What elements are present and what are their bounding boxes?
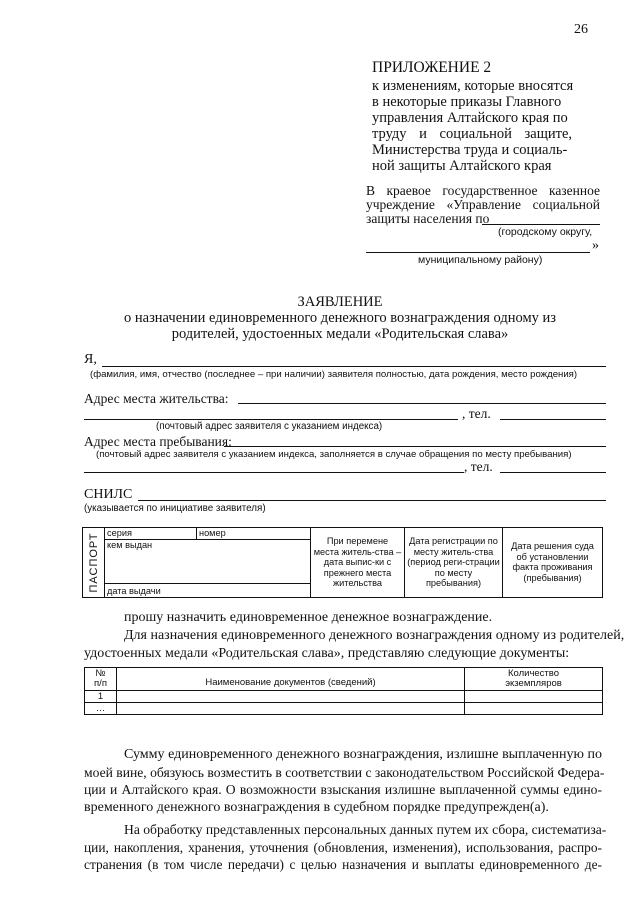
stay-phone-label: , тел. [464,459,493,474]
passport-side-label: ПАСПОРТ [83,528,105,598]
annex-line: труду и социальной защите, [372,126,573,142]
docs-header-qty [465,668,603,691]
addressee-hint-1: (городскому округу, [498,226,593,238]
annex-line: к изменениям, которые вносятся [372,78,574,94]
obligation-line: моей вине, обязуюсь возместить в соответствии с законодательством Российской Федера- [84,764,605,780]
deregistration-date-header: При перемене места житель-ства – дата выпис-ки с прежнего места жительства [311,528,405,598]
request-line: прошу назначить единовременное денежное вознаграждение. [124,610,493,625]
residence-phone-label: , тел. [462,406,491,421]
snils-field[interactable] [138,500,606,501]
document-subtitle-line: о назначении единовременного денежного вознаграждения одному из [124,310,556,326]
stay-address-field[interactable] [224,446,606,447]
stay-label: Адрес места пребывания: [84,434,232,449]
passport-issued-by-cell[interactable]: кем выдан [105,539,311,583]
table-row-name-cell[interactable] [117,691,465,703]
consent-line: ции, накопления, хранения, уточнения (обновления, изменения), использования, распро- [84,839,602,855]
snils-hint: (указывается по инициативе заявителя) [84,503,266,514]
obligation-line: ции и Алтайского края. О возможности взыскания излишне выплаченной суммы едино- [84,782,602,797]
table-row-qty-cell[interactable] [465,703,603,715]
obligation-line: Сумму единовременного денежного вознаграждения, излишне выплаченную по [124,747,602,762]
addressee-municipality-field[interactable] [366,252,590,253]
request-line: Для назначения единовременного денежного вознаграждения одному из родителей, [124,628,625,643]
addressee-quote-close: » [592,238,599,253]
residence-address-field[interactable] [238,403,606,404]
table-row-number: … [85,703,117,715]
annex-block [372,60,600,174]
residence-phone-field[interactable] [500,419,606,420]
stay-phone-field[interactable] [500,472,606,473]
consent-line: На обработку представленных персональных данных путем их сбора, систематиза- [124,822,607,837]
residence-hint: (почтовый адрес заявителя с указанием индекса) [156,421,383,432]
residence-label: Адрес места жительства: [84,391,229,406]
addressee-district-field[interactable] [482,224,600,225]
annex-line: ной защиты Алтайского края [372,158,552,174]
document-title [0,294,640,342]
docs-header-number-line: № [95,668,106,679]
document-subtitle-line: родителей, удостоенных медали «Родительская слава» [171,326,509,342]
docs-header-number [85,668,117,691]
snils-label: СНИЛС [84,487,133,502]
applicant-name-field[interactable] [102,366,606,367]
consent-line: странения (в том числе передачи) с целью назначения и выплаты единовременного де- [84,857,602,872]
table-row-qty-cell[interactable] [465,691,603,703]
residence-address-field-2[interactable] [84,419,458,420]
registration-date-header: Дата регистрации по месту житель-ства (период реги-страции по месту пребывания) [405,528,503,598]
addressee-line: защиты населения по [366,211,490,226]
obligation-paragraph [84,746,605,816]
page-number: 26 [574,22,588,37]
addressee-line: учреждение «Управление социальной [366,197,600,212]
docs-header-number-line: п/п [94,678,107,689]
document-heading: ЗАЯВЛЕНИЕ [297,294,383,310]
annex-title: ПРИЛОЖЕНИЕ 2 [372,59,492,76]
court-decision-date-header: Дата решения суда об установлении факта проживания (пребывания) [503,528,603,598]
obligation-line: временного денежного вознаграждения в судебном порядке предупрежден(а). [84,799,549,815]
docs-header-qty-line: экземпляров [505,678,562,689]
addressee-line: В краевое государственное казенное [366,183,600,198]
docs-header-name: Наименование документов (сведений) [117,668,465,691]
annex-line: Министерства труда и социаль- [372,142,568,158]
passport-series-cell[interactable]: серия [105,528,197,540]
i-label: Я, [84,352,97,367]
consent-paragraph [84,821,607,874]
docs-header-qty-line: Количество [507,668,560,679]
addressee-hint-2: муниципальному району) [418,254,543,266]
passport-number-cell[interactable]: номер [197,528,311,540]
documents-table [84,667,602,715]
addressee-block [366,184,600,226]
annex-line: управления Алтайского края по [372,110,568,126]
table-row-number: 1 [85,691,117,703]
stay-hint: (почтовый адрес заявителя с указанием индекса, заполняется в случае обращения по месту пребывания) [96,449,572,460]
applicant-name-hint: (фамилия, имя, отчество (последнее – при наличии) заявителя полностью, дата рождения, место рождения) [90,369,578,380]
annex-line: в некоторые приказы Главного [372,94,562,110]
stay-address-field-2[interactable] [84,472,464,473]
request-line: удостоенных медали «Родительская слава», представляю следующие документы: [84,646,570,661]
passport-table [82,527,602,596]
passport-issue-date-cell[interactable]: дата выдачи [105,583,311,597]
table-row-name-cell[interactable] [117,703,465,715]
